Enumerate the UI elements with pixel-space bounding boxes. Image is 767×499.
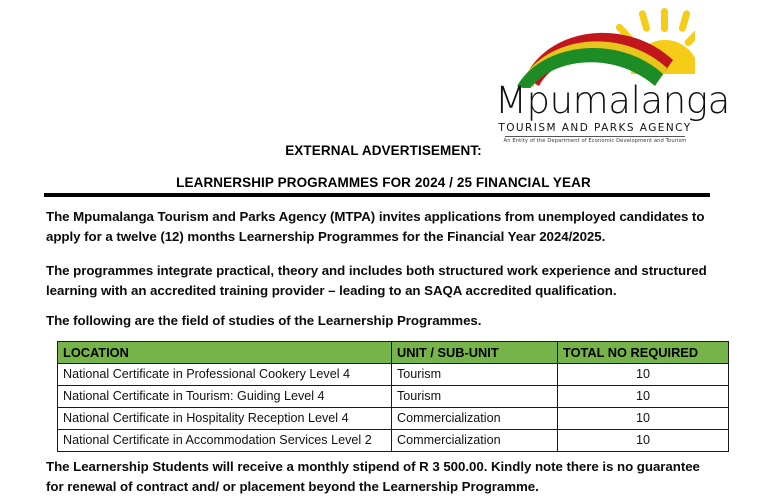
cell-unit: Commercialization bbox=[392, 430, 558, 452]
column-header-unit: UNIT / SUB-UNIT bbox=[392, 342, 558, 364]
logo-divider bbox=[505, 136, 685, 137]
cell-location: National Certificate in Professional Cookery Level 4 bbox=[58, 364, 392, 386]
cell-total: 10 bbox=[558, 386, 729, 408]
cell-location: National Certificate in Tourism: Guiding Level 4 bbox=[58, 386, 392, 408]
table-row bbox=[58, 364, 729, 386]
logo-wordmark: Mpumalanga bbox=[495, 79, 730, 122]
intro-paragraph: The Mpumalanga Tourism and Parks Agency (MTPA) invites applications from unemployed candidates to apply for a twelve (12) months Learnership Programmes for the Financial Year 2024/2025. bbox=[46, 209, 705, 244]
header-divider-rule bbox=[44, 193, 710, 197]
table-row bbox=[58, 386, 729, 408]
programme-title-heading: LEARNERSHIP PROGRAMMES FOR 2024 / 25 FINANCIAL YEAR bbox=[176, 175, 591, 190]
external-advertisement-heading: EXTERNAL ADVERTISEMENT: bbox=[285, 143, 482, 158]
cell-location: National Certificate in Accommodation Services Level 2 bbox=[58, 430, 392, 452]
mtpa-logo bbox=[495, 8, 730, 144]
cell-location: National Certificate in Hospitality Reception Level 4 bbox=[58, 408, 392, 430]
cell-total: 10 bbox=[558, 364, 729, 386]
cell-total: 10 bbox=[558, 408, 729, 430]
logo-subline: TOURISM AND PARKS AGENCY bbox=[498, 122, 692, 134]
cell-unit: Tourism bbox=[392, 364, 558, 386]
cell-unit: Commercialization bbox=[392, 408, 558, 430]
cell-total: 10 bbox=[558, 430, 729, 452]
table-row bbox=[58, 408, 729, 430]
cell-unit: Tourism bbox=[392, 386, 558, 408]
table-row bbox=[58, 430, 729, 452]
fields-of-study-table bbox=[57, 341, 699, 452]
stipend-paragraph: The Learnership Students will receive a monthly stipend of R 3 500.00. Kindly note there is no guarantee for renewal of contract and/ or placement beyond the Learnership Programme. bbox=[46, 459, 700, 494]
logo-sun-arc-icon bbox=[495, 8, 695, 88]
logo-tagline: An Entity of the Department of Economic Development and Tourism bbox=[503, 138, 687, 144]
programme-integration-paragraph: The programmes integrate practical, theory and includes both structured work experience and structured learning with an accredited training provider – leading to an SAQA accredited qualification. bbox=[46, 263, 707, 298]
column-header-total: TOTAL NO REQUIRED bbox=[558, 342, 729, 364]
fields-lead-in-paragraph: The following are the field of studies of the Learnership Programmes. bbox=[46, 313, 482, 328]
table-header-row bbox=[58, 342, 729, 364]
column-header-location: LOCATION bbox=[58, 342, 392, 364]
